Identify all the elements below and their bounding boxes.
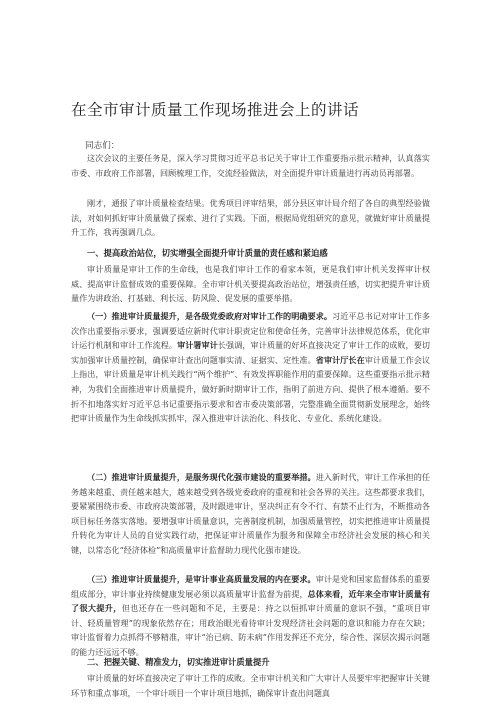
paragraph-subpoint-2 <box>71 470 430 558</box>
subpoint-1-lead: （一）推进审计质量提升，是各级党委政府对审计工作的明确要求。 <box>87 311 333 321</box>
salutation: 同志们： <box>85 141 120 151</box>
section-heading-1: 一、提高政治站位，切实增强全面提升审计质量的责任感和紧迫感 <box>87 248 328 258</box>
paragraph-intro: 这次会议的主要任务是，深入学习贯彻习近平总书记关于审计工作重要指示批示精神，认真落实市委、市政府工作部署，回顾梳理工作，交流经验做法，对全面提升审计质量进行再动员再部署。 <box>71 153 430 178</box>
subpoint-1-text-e: 审计质量工作会议上指出，审计质量是审计机关践行“两个维护”、有效发挥职能作用的重要保障。这些重要指示批示精神，为我们全面推进审计质量提升，做好新时期审计工作，指明了前进方向、提供了根本遵循。要不折不扣地落实好习近平总书记重要指示要求和省市委决策部署，完整准确全面贯彻新发展理念，始终把审计质量作为生命线抓实抓牢，深入推进审计法治化、科技化、专业化、系统化建设。 <box>71 354 430 424</box>
subpoint-3-lead: （三）推进审计质量提升，是审计事业高质量发展的内在要求。 <box>87 574 316 584</box>
subpoint-2-lead: （二）推进审计质量提升，是服务现代化强市建设的重要举措。 <box>87 472 316 482</box>
subpoint-2-text: 进入新时代，审计工作承担的任务越来越重、责任越来越大，越来越受到各级党委政府的重视和社会各界的关注。这些都要求我们，要紧紧围绕市委、市政府决策部署，及时跟进审计，坚决纠正有令不行、有禁不止行为，不断推动各项目标任务落实落地。要增强审计质量意识，完善制度机制，加强质量管控，切实把推进审计质量提升转化为审计人员的自觉实践行动，把保证审计质量作为服务和保障全市经济社会发展的核心和关键，以常态化“经济体检”和高质量审计监督助力现代化强市建设。 <box>71 472 430 555</box>
section-heading-2: 二、把握关键、精准发力，切实推进审计质量提升 <box>87 657 270 667</box>
paragraph-grasp-key: 审计质量的好坏直接决定了审计工作的成败。全市审计机关和广大审计人员要牢牢把握审计关键环节和重点事项，一个审计项目一个审计项目地抓，确保审计查出问题真 <box>71 673 430 698</box>
subpoint-1-text-a: 习近平总书记对审计工作多次作出重要指示要求，强调要适应新时代审计职责定位和使命任务，完善审计法律规范体系，优化审计运行机制和审计工作流程。 <box>71 311 430 351</box>
paragraph-meeting-review: 刚才，通报了审计质量检查结果。优秀项目评审结果，部分县区审计局介绍了各自的典型经验做法，对如何抓好审计质量做了探索、进行了实践。下面，根据局党组研究的意见，就做好审计质量提升工作，我再强调几点。 <box>71 198 430 238</box>
subpoint-3-text-c: 但也还存在一些问题和不足，主要是：持之以恒抓审计质量的意识不强，“重项目审计、轻质量管理”的现象依然存在；用政治眼光看待审计发现经济社会问题的意识和能力存在欠缺；审计监督着力点抓得不够精准，审计“治已病、防未病”作用发挥还不充分，综合性、深层次揭示问题的能力还远远不够。 <box>71 603 430 657</box>
paragraph-quality-lifeline: 审计质量是审计工作的生命线，也是我们审计工作的看家本领，更是我们审计机关发挥审计权威、提高审计监督成效的重要保障。全市审计机关要提高政治站位，增强责任感，切实把提升审计质量作为讲政治、打基础、利长远、防风险、促发展的重要举措。 <box>71 264 430 304</box>
subpoint-1-bold-d: 省审计厅长在 <box>315 354 365 365</box>
paragraph-subpoint-3 <box>71 572 430 660</box>
subpoint-3-text-a: 审计是党和国家监督体系的重要组成部分，审计事业持续健康发展必须以高质量审计监督为前提， <box>71 574 430 599</box>
subpoint-1-bold-b: 审计署审计 <box>177 340 218 351</box>
page-title: 在全市审计质量工作现场推进会上的讲话 <box>71 101 360 119</box>
paragraph-subpoint-1 <box>71 309 430 426</box>
subpoint-3-bold-b: 总体来看，近年来全市审计质量有了很大提升， <box>71 588 430 614</box>
subpoint-1-text-c: 长强调，审计质量的好坏直接决定了审计工作的成败，要切实加强审计质量控制，确保审计查出问题事实清、证据实、定性准。 <box>71 340 430 365</box>
